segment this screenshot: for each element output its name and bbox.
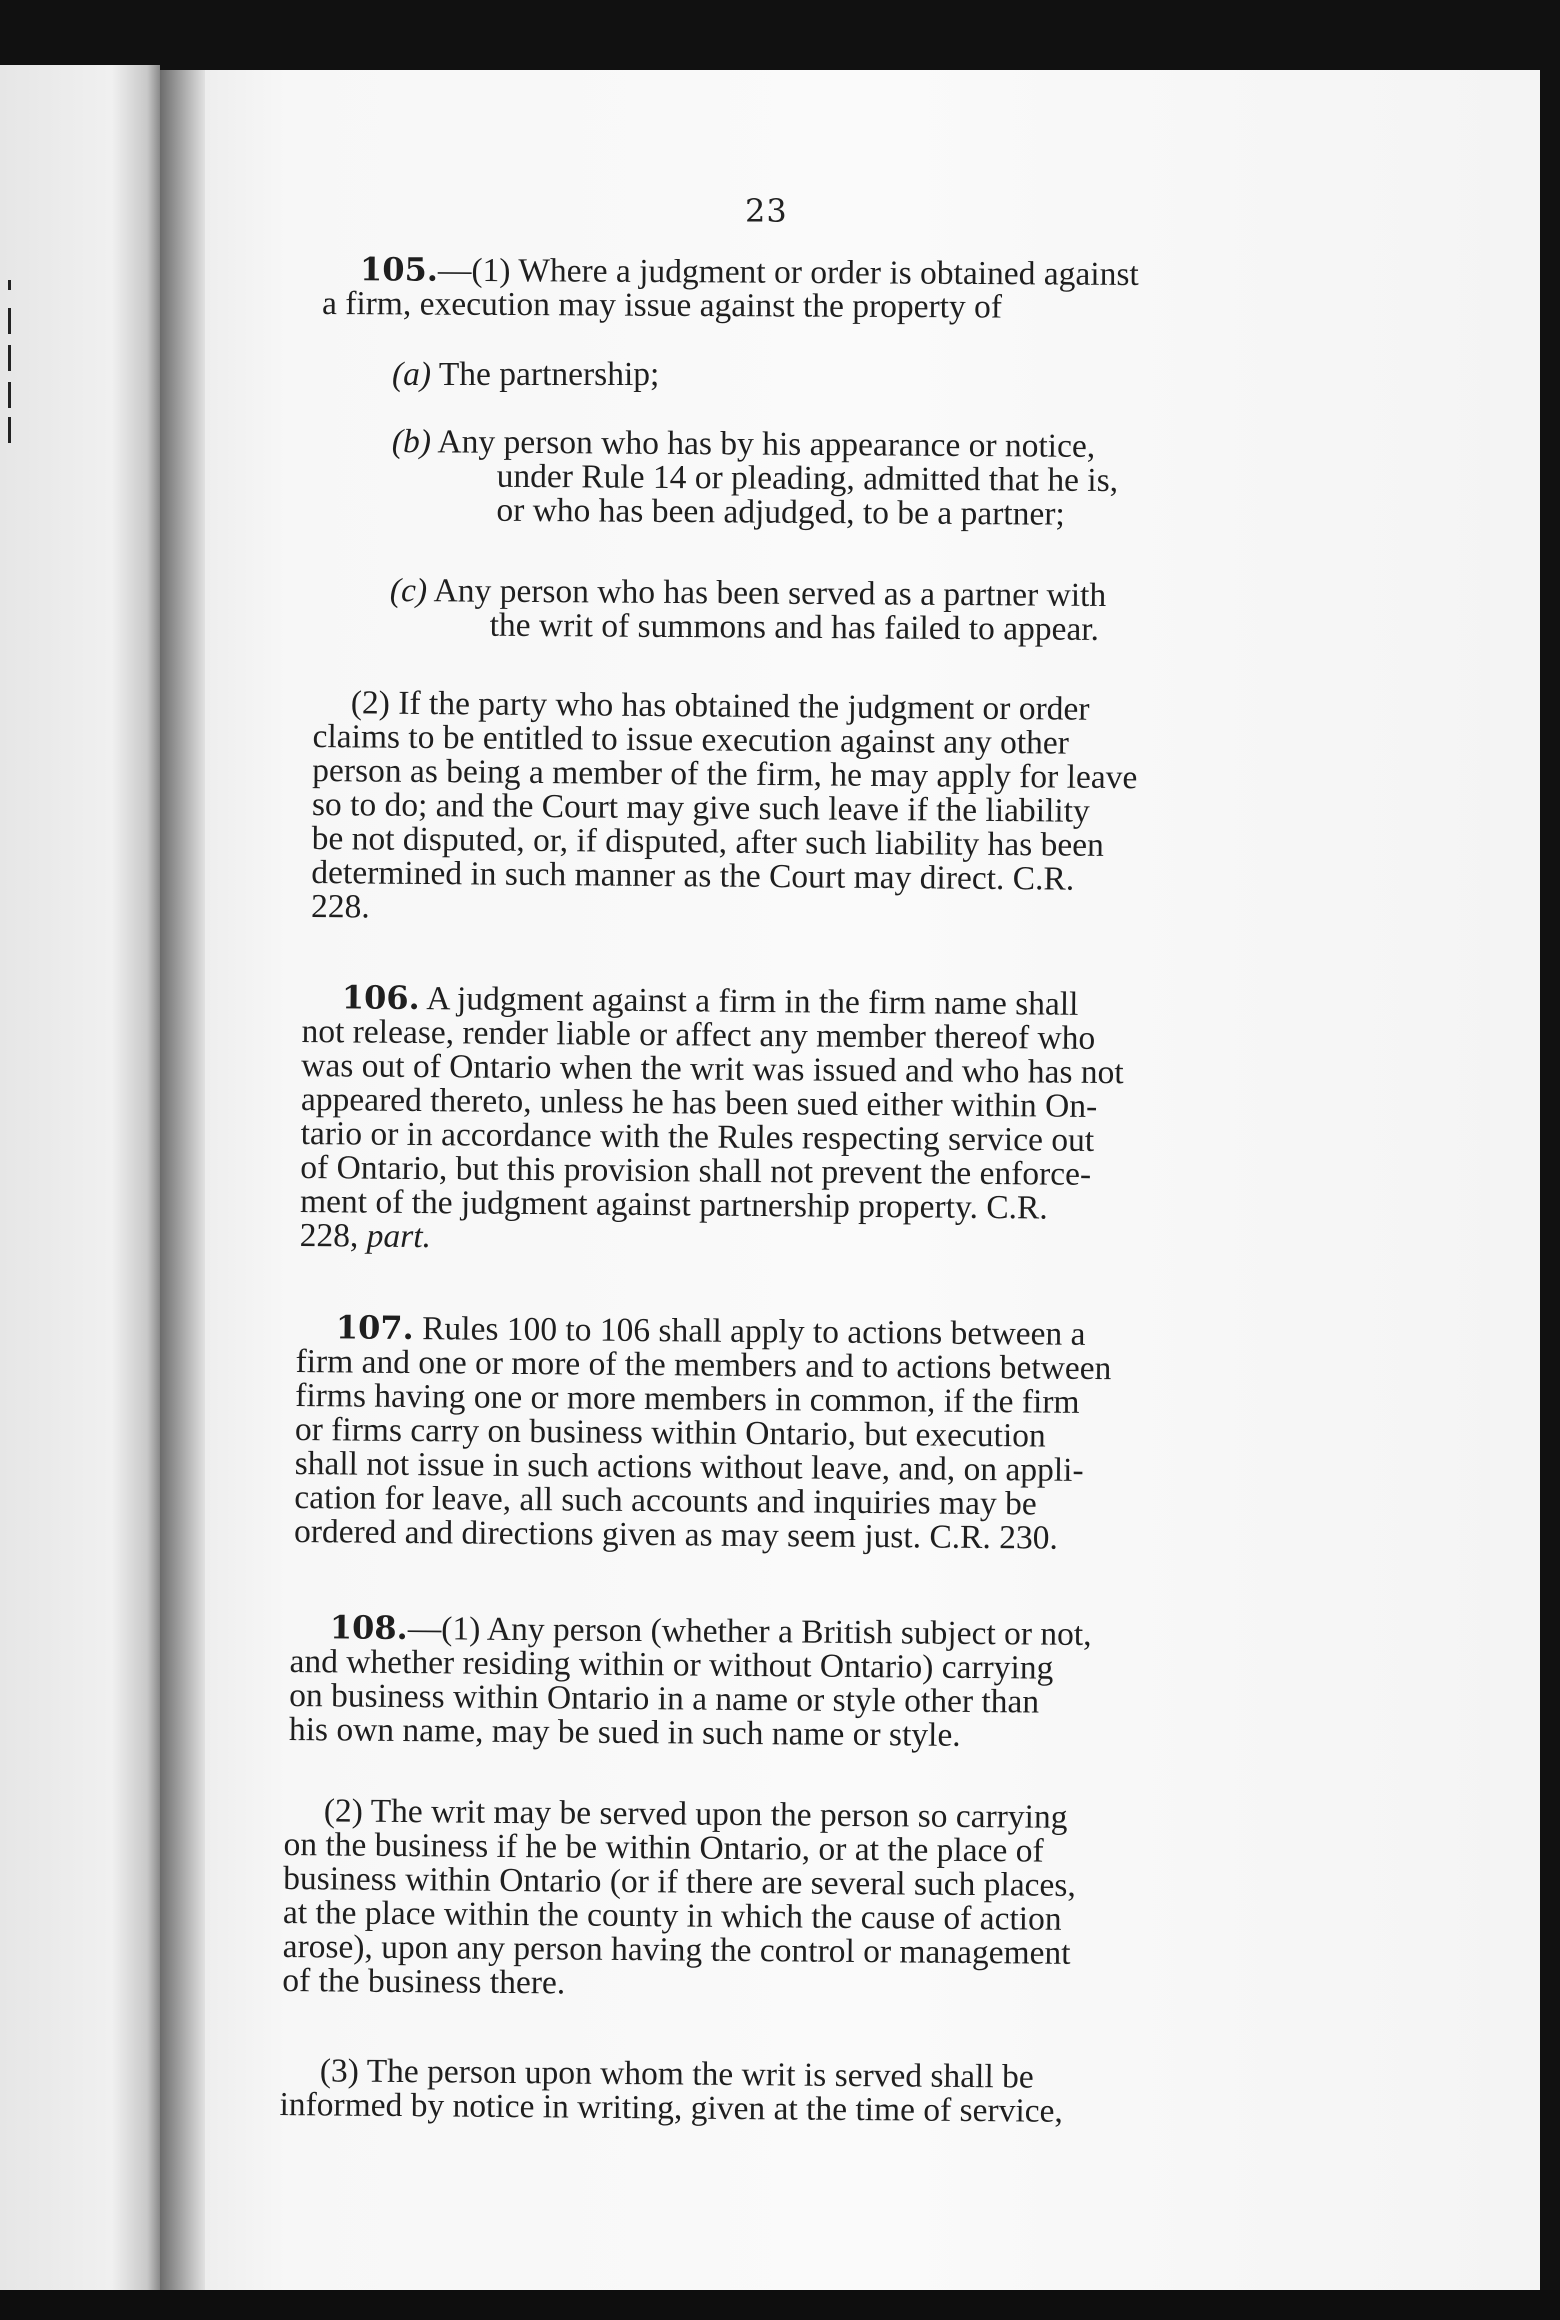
item-label: (b) <box>391 423 432 461</box>
left-page-mark <box>8 308 11 334</box>
rule-105-subsection-1-intro <box>321 250 1212 326</box>
paragraph-line: not release, render liable or affect any member thereof who <box>301 1012 1096 1057</box>
paragraph-line: firm and one or more of the members and to actions between <box>295 1342 1112 1388</box>
paragraph-line: of Ontario, but this provision shall not prevent the enforce- <box>300 1148 1092 1193</box>
paragraph-line: so to do; and the Court may give such leave if the liability <box>311 785 1090 830</box>
rule-108-subsection-3 <box>279 2054 1170 2130</box>
page-number: 23 <box>745 192 788 230</box>
paragraph-line: informed by notice in writing, given at the time of service, <box>279 2085 1064 2130</box>
intro-line: —(1) Where a judgment or order is obtained against <box>437 251 1139 293</box>
rule-number: 106. <box>341 978 420 1018</box>
rule-number: 107. <box>335 1308 414 1348</box>
paragraph-line: be not disputed, or, if disputed, after such liability has been <box>311 819 1105 864</box>
paragraph-line: (3) The person upon whom the writ is served shall be <box>319 2052 1034 2096</box>
paragraph-line: or firms carry on business within Ontario, but execution <box>294 1410 1046 1455</box>
item-text: or who has been adjudged, to be a partner; <box>496 491 1065 533</box>
intro-line: a firm, execution may issue against the property of <box>321 285 1003 326</box>
item-text: under Rule 14 or pleading, admitted that he is, <box>496 457 1119 500</box>
item-text: the writ of summons and has failed to appear. <box>489 606 1100 648</box>
paragraph-line: and whether residing within or without Ontario) carrying <box>289 1642 1054 1687</box>
left-page-mark <box>8 417 11 443</box>
scan-right-border <box>1540 60 1560 2300</box>
paragraph-line: appeared thereto, unless he has been sued either within On- <box>300 1080 1098 1125</box>
paragraph-line: (2) If the party who has obtained the judgment or order <box>350 684 1090 728</box>
paragraph-line: cation for leave, all such accounts and inquiries may be <box>294 1478 1037 1523</box>
paragraph-line: —(1) Any person (whether a British subject or not, <box>407 1610 1092 1653</box>
paragraph-line: his own name, may be sued in such name or style. <box>288 1710 961 1754</box>
paragraph-line: on business within Ontario in a name or style other than <box>289 1676 1040 1721</box>
paragraph-line: Rules 100 to 106 shall apply to actions between a <box>413 1310 1086 1353</box>
item-label: (c) <box>389 572 428 610</box>
left-page-mark <box>8 382 11 408</box>
scan-bottom-border <box>0 2290 1560 2320</box>
item-text: Any person who has been served as a partner with <box>433 572 1107 614</box>
paragraph-line: claims to be entitled to issue execution against any other <box>312 717 1070 762</box>
scan-top-border <box>0 0 1560 70</box>
paragraph-line: shall not issue in such actions without leave, and, on appli- <box>294 1444 1084 1489</box>
rule-105-subsection-2 <box>311 686 1203 932</box>
left-page-mark <box>8 345 11 371</box>
paragraph-line: at the place within the county in which the cause of action <box>282 1893 1062 1938</box>
facing-left-page-edge <box>0 65 160 2295</box>
rule-number: 108. <box>329 1608 408 1648</box>
item-text: Any person who has by his appearance or notice, <box>437 423 1096 465</box>
paragraph-line: ordered and directions given as may seem just. C.R. 230. <box>293 1512 1059 1557</box>
paragraph-line: person as being a member of the firm, he may apply for leave <box>312 751 1138 797</box>
rule-106 <box>300 980 1192 1261</box>
paragraph-line: business within Ontario (or if there are several such places, <box>283 1859 1076 1904</box>
left-page-mark <box>8 280 11 290</box>
paragraph-line: ment of the judgment against partnership property. C.R. <box>299 1182 1048 1227</box>
rule-number: 105. <box>359 250 439 289</box>
rule-107 <box>294 1310 1186 1557</box>
list-item-c <box>390 574 1107 647</box>
rule-108-subsection-2 <box>282 1794 1174 2006</box>
list-item-a <box>392 358 659 392</box>
paragraph-line: firms having one or more members in common, if the firm <box>295 1376 1080 1421</box>
paragraph-line: tario or in accordance with the Rules respecting service out <box>300 1114 1095 1159</box>
paragraph-line: on the business if he be within Ontario, or at the place of <box>283 1825 1044 1870</box>
paragraph-line: of the business there. <box>282 1961 566 2002</box>
paragraph-line: 228. <box>310 887 370 926</box>
paragraph-line: determined in such manner as the Court may direct. C.R. <box>311 853 1075 898</box>
item-text: The partnership; <box>438 356 660 393</box>
paragraph-line: A judgment against a firm in the firm name shall <box>419 980 1079 1023</box>
citation-text: 228, <box>299 1216 367 1255</box>
paragraph-line: arose), upon any person having the control or management <box>282 1927 1071 1972</box>
paragraph-line: was out of Ontario when the writ was issued and who has not <box>301 1046 1124 1092</box>
paragraph-line: (2) The writ may be served upon the person so carrying <box>323 1792 1068 1836</box>
citation-italic: part. <box>366 1217 432 1256</box>
list-item-b <box>391 425 1118 532</box>
book-gutter-shadow <box>160 70 210 2295</box>
rule-108-subsection-1 <box>289 1610 1180 1755</box>
item-label: (a) <box>392 356 432 393</box>
